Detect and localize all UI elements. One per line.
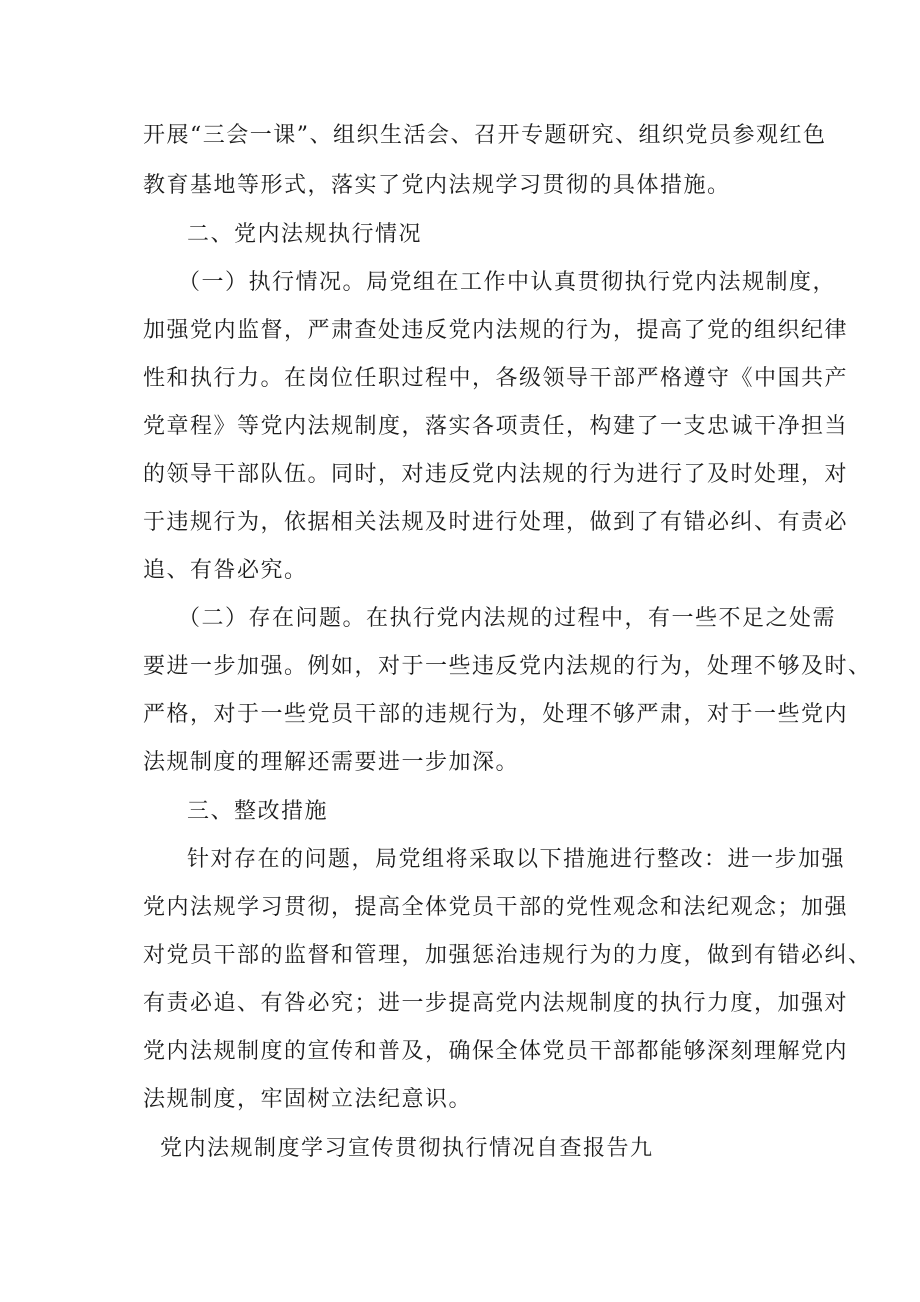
text-line: 党内法规制度的宣传和普及，确保全体党员干部都能够深刻理解党内 bbox=[143, 1039, 849, 1064]
text-line: （一）执行情况。局党组在工作中认真贯彻执行党内法规制度， bbox=[178, 270, 837, 295]
document-title: 党内法规制度学习宣传贯彻执行情况自查报告九 bbox=[160, 1136, 654, 1161]
text-line: （二）存在问题。在执行党内法规的过程中，有一些不足之处需 bbox=[178, 606, 837, 631]
section-heading: 二、党内法规执行情况 bbox=[187, 222, 423, 247]
text-line: 对党员干部的监督和管理，加强惩治违规行为的力度，做到有错必纠、 bbox=[143, 943, 872, 968]
text-line: 教育基地等形式，落实了党内法规学习贯彻的具体措施。 bbox=[143, 173, 731, 198]
text-line: 有责必追、有咎必究；进一步提高党内法规制度的执行力度，加强对 bbox=[143, 991, 849, 1016]
text-line: 法规制度的理解还需要进一步加深。 bbox=[143, 750, 520, 775]
section-heading: 三、整改措施 bbox=[187, 799, 329, 824]
text-line: 严格，对于一些党员干部的违规行为，处理不够严肃，对于一些党内 bbox=[143, 702, 849, 727]
text-line: 追、有咎必究。 bbox=[143, 558, 308, 583]
text-line: 的领导干部队伍。同时，对违反党内法规的行为进行了及时处理，对 bbox=[143, 462, 849, 487]
text-line: 党内法规学习贯彻，提高全体党员干部的党性观念和法纪观念；加强 bbox=[143, 895, 849, 920]
text-line: 要进一步加强。例如，对于一些违反党内法规的行为，处理不够及时、 bbox=[143, 654, 872, 679]
text-line: 针对存在的问题，局党组将采取以下措施进行整改：进一步加强 bbox=[187, 847, 846, 872]
text-line: 加强党内监督，严肃查处违反党内法规的行为，提高了党的组织纪律 bbox=[143, 318, 849, 343]
text-line: 开展“三会一课”、组织生活会、召开专题研究、组织党员参观红色 bbox=[143, 123, 827, 148]
text-line: 于违规行为，依据相关法规及时进行处理，做到了有错必纠、有责必 bbox=[143, 510, 849, 535]
text-line: 法规制度，牢固树立法纪意识。 bbox=[143, 1087, 473, 1112]
text-line: 党章程》等党内法规制度，落实各项责任，构建了一支忠诚干净担当 bbox=[143, 414, 849, 439]
text-line: 性和执行力。在岗位任职过程中，各级领导干部严格遵守《中国共产 bbox=[143, 366, 849, 391]
